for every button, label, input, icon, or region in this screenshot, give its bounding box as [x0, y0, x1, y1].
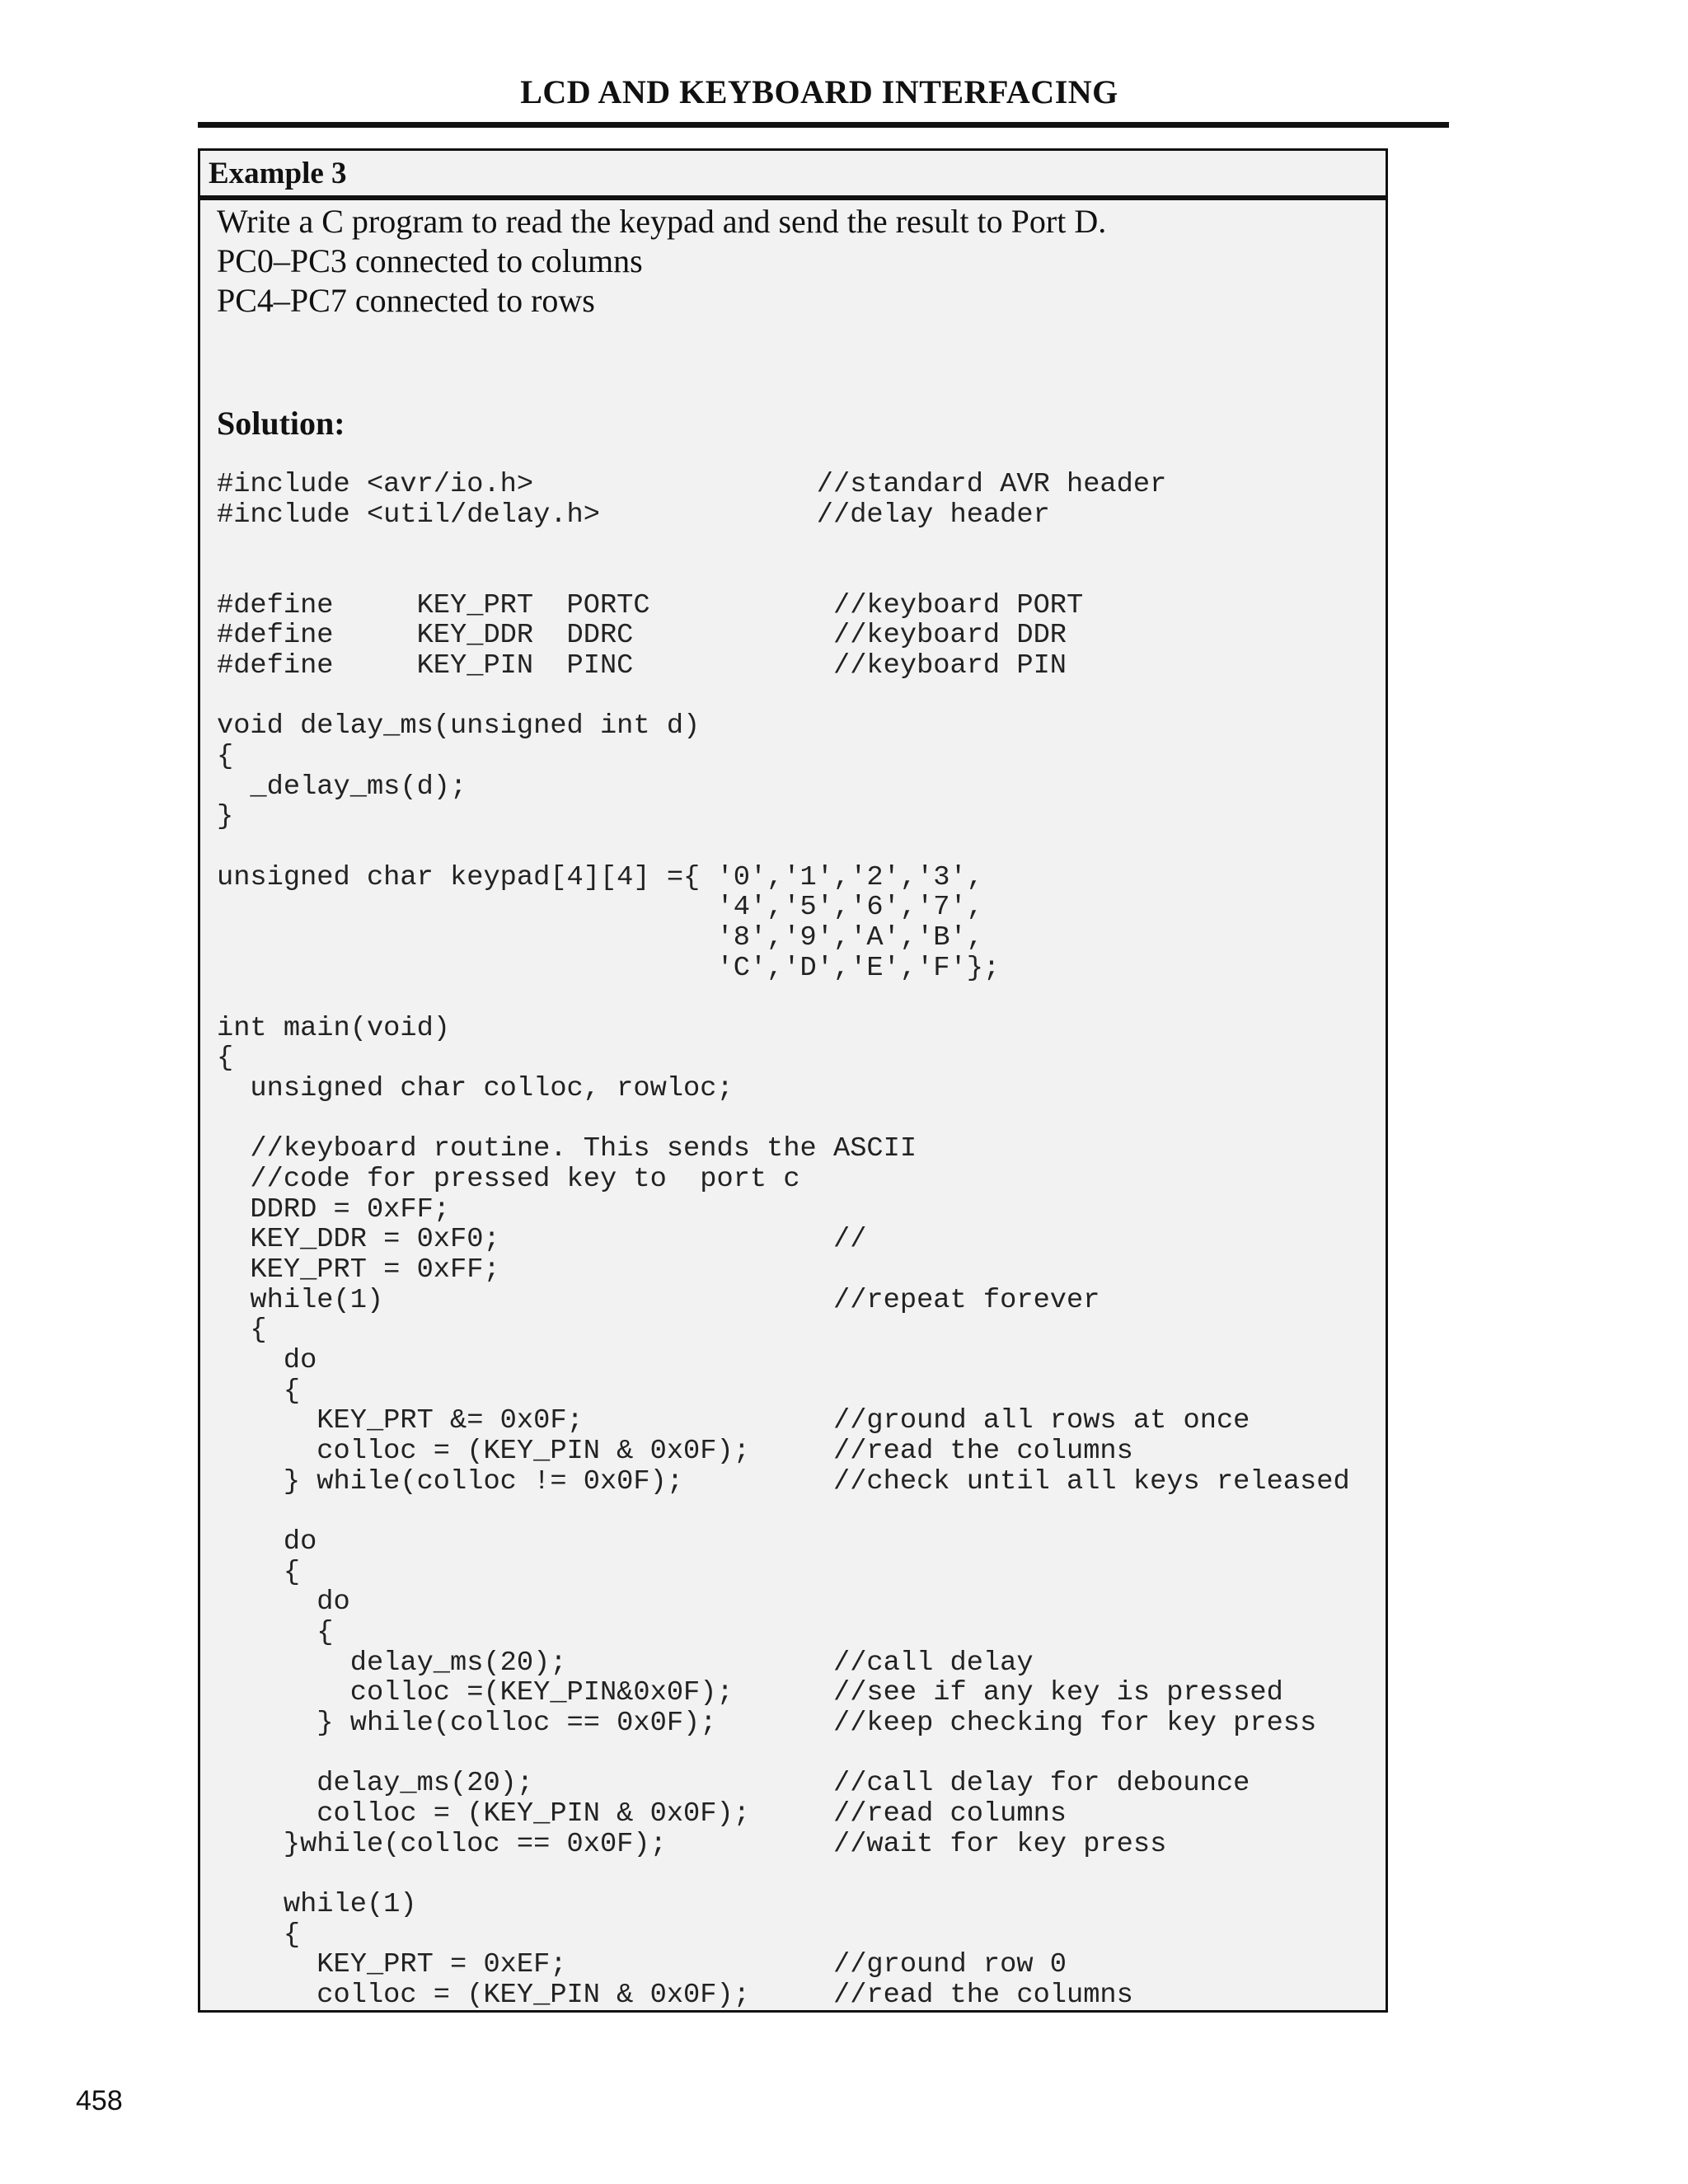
code-line	[217, 560, 1350, 591]
example-label-rule	[200, 195, 1386, 200]
code-line: //code for pressed key to port c	[217, 1164, 800, 1196]
code-line: {	[217, 1043, 234, 1075]
code-line: //keyboard routine. This sends the ASCII	[217, 1133, 917, 1165]
code-line: unsigned char keypad[4][4] ={ '0','1','2','3',	[217, 861, 983, 893]
code-line: colloc = (KEY_PIN & 0x0F); //read the columns	[217, 1436, 1133, 1467]
code-line: KEY_PRT = 0xFF;	[217, 1254, 500, 1286]
code-line: } while(colloc == 0x0F); //keep checking for key press	[217, 1707, 1317, 1739]
code-line: colloc = (KEY_PIN & 0x0F); //read columns	[217, 1797, 1067, 1830]
code-line	[217, 1104, 1350, 1135]
code-line: colloc = (KEY_PIN & 0x0F); //read the columns	[217, 1979, 1133, 2011]
page-number: 458	[76, 2085, 123, 2116]
code-line: {	[217, 1616, 334, 1648]
code-line	[217, 832, 1350, 863]
code-line: do	[217, 1586, 350, 1619]
code-line: unsigned char colloc, rowloc;	[217, 1073, 734, 1105]
code-line: KEY_PRT &= 0x0F; //ground all rows at once	[217, 1405, 1250, 1437]
code-line: do	[217, 1526, 317, 1558]
header-rule	[198, 122, 1449, 128]
problem-statement	[217, 202, 1106, 321]
example-label: Example 3	[209, 157, 347, 190]
code-line: int main(void)	[217, 1012, 451, 1044]
code-line: {	[217, 1315, 267, 1347]
code-line: '4','5','6','7',	[217, 892, 983, 924]
code-line: void delay_ms(unsigned int d)	[217, 710, 701, 743]
code-line: do	[217, 1345, 317, 1377]
code-line: }while(colloc == 0x0F); //wait for key press	[217, 1828, 1167, 1860]
code-line: #define KEY_PRT PORTC //keyboard PORT	[217, 589, 1084, 621]
code-line: {	[217, 1556, 301, 1588]
code-line: #define KEY_PIN PINC //keyboard PIN	[217, 649, 1067, 682]
code-line: _delay_ms(d);	[217, 771, 467, 803]
problem-line: PC4–PC7 connected to rows	[217, 282, 595, 319]
code-line: DDRD = 0xFF;	[217, 1193, 451, 1226]
code-line: #include <util/delay.h> //delay header	[217, 499, 1050, 531]
code-line: 'C','D','E','F'};	[217, 952, 1001, 984]
code-line: '8','9','A','B',	[217, 921, 983, 954]
solution-heading: Solution:	[217, 405, 345, 442]
code-line: #define KEY_DDR DDRC //keyboard DDR	[217, 620, 1067, 652]
code-line: {	[217, 1919, 301, 1951]
code-line	[217, 530, 1350, 560]
problem-line: Write a C program to read the keypad and send the result to Port D.	[217, 203, 1107, 240]
code-line: #include <avr/io.h> //standard AVR header	[217, 469, 1167, 500]
code-listing	[217, 470, 1350, 2010]
code-line: KEY_DDR = 0xF0; //	[217, 1224, 867, 1256]
code-line: colloc =(KEY_PIN&0x0F); //see if any key is pressed	[217, 1677, 1283, 1709]
code-line	[217, 1739, 1350, 1769]
page-header-title: LCD AND KEYBOARD INTERFACING	[520, 73, 1118, 110]
code-line: KEY_PRT = 0xEF; //ground row 0	[217, 1949, 1067, 1981]
code-line	[217, 983, 1350, 1014]
code-line: delay_ms(20); //call delay for debounce	[217, 1768, 1250, 1800]
code-line	[217, 682, 1350, 712]
code-line: {	[217, 740, 234, 772]
code-line: } while(colloc != 0x0F); //check until all keys released	[217, 1465, 1350, 1497]
example-box	[198, 148, 1388, 2013]
problem-line: PC0–PC3 connected to columns	[217, 242, 643, 279]
code-line	[217, 1859, 1350, 1890]
code-line	[217, 1497, 1350, 1527]
code-line: while(1)	[217, 1888, 417, 1920]
code-line: delay_ms(20); //call delay	[217, 1647, 1034, 1679]
code-line: while(1) //repeat forever	[217, 1284, 1100, 1316]
code-line: {	[217, 1375, 301, 1407]
code-line: }	[217, 801, 234, 833]
